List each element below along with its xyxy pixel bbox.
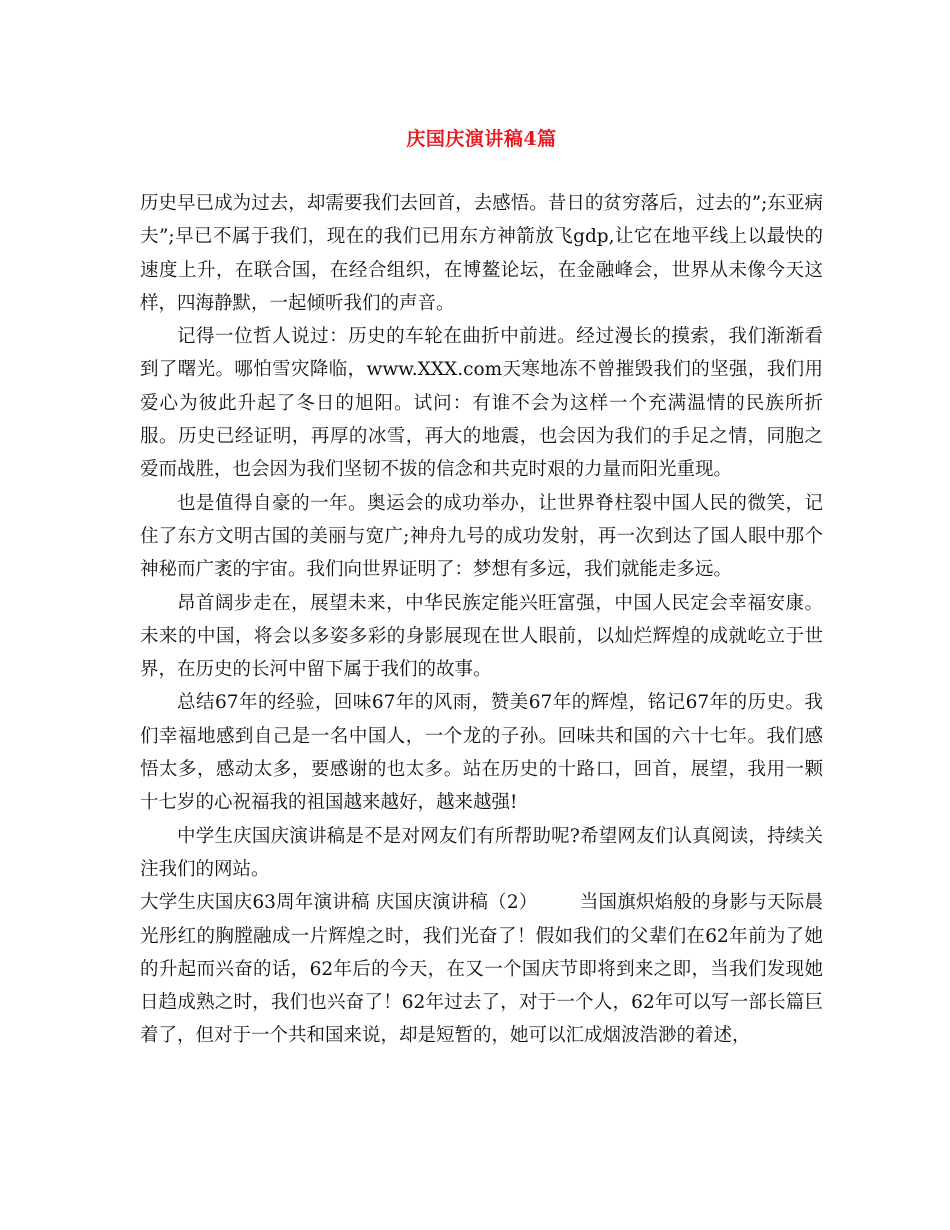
paragraph-2: 记得一位哲人说过：历史的车轮在曲折中前进。经过漫长的摸索，我们渐渐看到了曙光。哪怕雪灾降临，www.XXX.com天寒地冻不曾摧毁我们的坚强，我们用爱心为彼此升起了冬日的旭阳。试问：有谁不会为这样一个充满温情的民族所折服。历史已经证明，再厚的冰雪，再大的地震，也会因为我们的手足之情，同胞之爱而战胜，也会因为我们坚韧不拔的信念和共克时艰的力量而阳光重现。 xyxy=(140,326,823,481)
section-heading: 大学生庆国庆63周年演讲稿 庆国庆演讲稿（2） xyxy=(140,892,538,914)
document-body xyxy=(140,187,823,1053)
document-title: 庆国庆演讲稿4篇 xyxy=(406,128,557,150)
paragraph-4: 昂首阔步走在，展望未来，中华民族定能兴旺富强，中国人民定会幸福安康。未来的中国，将会以多姿多彩的身影展现在世人眼前，以灿烂辉煌的成就屹立于世界，在历史的长河中留下属于我们的故事。 xyxy=(140,592,823,681)
paragraph-7 xyxy=(140,886,823,1052)
paragraph-3: 也是值得自豪的一年。奥运会的成功举办，让世界脊柱裂中国人民的微笑，记住了东方文明古国的美丽与宽广;神舟九号的成功发射，再一次到达了国人眼中那个神秘而广袤的宇宙。我们向世界证明了：梦想有多远，我们就能走多远。 xyxy=(140,492,823,581)
paragraph-5: 总结67年的经验，回味67年的风雨，赞美67年的辉煌，铭记67年的历史。我们幸福地感到自己是一名中国人，一个龙的子孙。回味共和国的六十七年。我们感悟太多，感动太多，要感谢的也太多。站在历史的十路口，回首，展望，我用一颗十七岁的心祝福我的祖国越来越好，越来越强! xyxy=(140,692,823,814)
paragraph-6: 中学生庆国庆演讲稿是不是对网友们有所帮助呢?希望网友们认真阅读，持续关注我们的网站。 xyxy=(140,825,823,880)
paragraph-1: 历史早已成为过去，却需要我们去回首，去感悟。昔日的贫穷落后，过去的”;东亚病夫”;早已不属于我们，现在的我们已用东方神箭放飞gdp,让它在地平线上以最快的速度上升，在联合国，在经合组织，在博鳌论坛，在金融峰会，世界从未像今天这样，四海静默，一起倾听我们的声音。 xyxy=(140,193,823,314)
section-text: 当国旗炽焰般的身影与天际晨光彤红的胸膛融成一片辉煌之时，我们光奋了！假如我们的父辈们在62年前为了她的升起而兴奋的话，62年后的今天，在又一个国庆节即将到来之即，当我们发现她日趋成熟之时，我们也兴奋了！62年过去了，对于一个人，62年可以写一部长篇巨着了，但对于一个共和国来说，却是短暂的，她可以汇成烟波浩渺的着述， xyxy=(140,892,823,1047)
